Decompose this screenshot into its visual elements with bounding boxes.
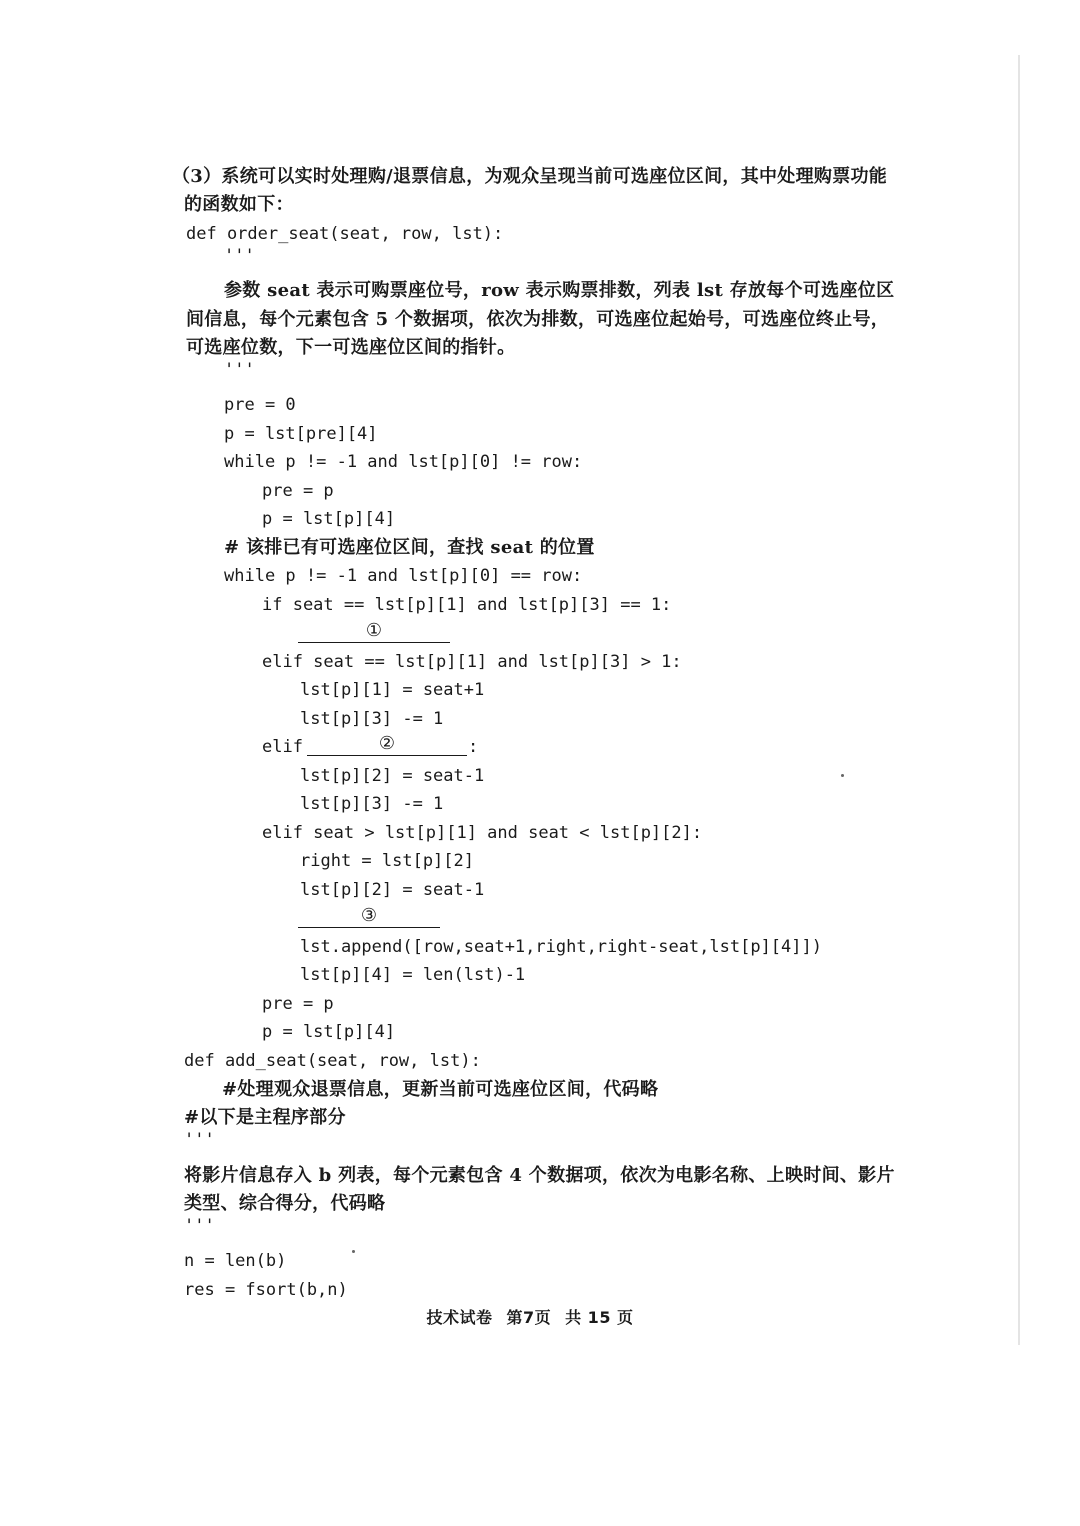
scan-speck xyxy=(352,1250,355,1253)
code-comment-find: # 该排已有可选座位区间，查找 seat 的位置 xyxy=(224,537,595,558)
page-edge xyxy=(1018,55,1020,1345)
code-doc-line3: 可选座位数，下一可选座位区间的指针。 xyxy=(186,337,516,358)
code-elif3-d: lst[p][4] = len(lst)-1 xyxy=(300,965,526,985)
answer-blank-1: ① xyxy=(298,620,450,643)
code-pre-init: pre = 0 xyxy=(224,395,296,415)
code-elif3-c: lst.append([row,seat+1,right,right-seat,lst[p][4]]) xyxy=(300,937,822,957)
code-elif2-keyword: elif xyxy=(262,737,303,757)
page-footer xyxy=(0,1305,1060,1328)
answer-blank-3: ③ xyxy=(298,905,440,928)
code-while1-pre: pre = p xyxy=(262,481,334,501)
code-while1: while p != -1 and lst[p][0] != row: xyxy=(224,452,583,472)
code-doc-line1: 参数 seat 表示可购票座位号，row 表示购票排数，列表 lst 存放每个可选座位区 xyxy=(224,280,895,301)
question-intro-line2: 的函数如下： xyxy=(184,194,294,215)
code-elif1: elif seat == lst[p][1] and lst[p][3] > 1: xyxy=(262,652,682,672)
code-loop-pre: pre = p xyxy=(262,994,334,1014)
question-intro-line1: （3）系统可以实时处理购/退票信息，为观众呈现当前可选座位区间，其中处理购票功能 xyxy=(172,166,888,187)
code-main-doc-open: ''' xyxy=(184,1130,215,1150)
code-n-assign: n = len(b) xyxy=(184,1251,287,1271)
code-while1-p: p = lst[p][4] xyxy=(262,509,396,529)
code-while2: while p != -1 and lst[p][0] == row: xyxy=(224,566,583,586)
footer-subject: 技术试卷 xyxy=(426,1308,493,1327)
code-elif1-b: lst[p][3] -= 1 xyxy=(300,709,444,729)
code-def-add-seat: def add_seat(seat, row, lst): xyxy=(184,1051,481,1071)
footer-total: 共 15 页 xyxy=(565,1308,634,1327)
code-main-comment: #以下是主程序部分 xyxy=(184,1107,346,1128)
code-docstring-close: ''' xyxy=(224,360,255,380)
code-res-assign: res = fsort(b,n) xyxy=(184,1280,348,1300)
code-main-doc-line2: 类型、综合得分，代码略 xyxy=(184,1193,386,1214)
footer-page: 第7页 xyxy=(506,1308,552,1327)
answer-blank-2: ② xyxy=(307,733,467,756)
code-main-doc-close: ''' xyxy=(184,1216,215,1236)
code-elif2-b: lst[p][3] -= 1 xyxy=(300,794,444,814)
code-elif2-colon: : xyxy=(468,737,479,757)
code-if-cond: if seat == lst[p][1] and lst[p][3] == 1: xyxy=(262,595,672,615)
code-def-order-seat: def order_seat(seat, row, lst): xyxy=(186,224,504,244)
scan-speck xyxy=(841,774,844,777)
code-main-doc-line1: 将影片信息存入 b 列表，每个元素包含 4 个数据项，依次为电影名称、上映时间、影片 xyxy=(184,1165,895,1186)
code-elif2-a: lst[p][2] = seat-1 xyxy=(300,766,485,786)
code-elif3-b: lst[p][2] = seat-1 xyxy=(300,880,485,900)
code-p-init: p = lst[pre][4] xyxy=(224,424,378,444)
code-docstring-open: ''' xyxy=(224,246,255,266)
code-elif3-a: right = lst[p][2] xyxy=(300,851,474,871)
code-doc-line2: 间信息，每个元素包含 5 个数据项，依次为排数，可选座位起始号，可选座位终止号， xyxy=(186,309,890,330)
code-elif1-a: lst[p][1] = seat+1 xyxy=(300,680,485,700)
code-add-seat-comment: #处理观众退票信息，更新当前可选座位区间，代码略 xyxy=(222,1079,659,1100)
code-elif3: elif seat > lst[p][1] and seat < lst[p][2]: xyxy=(262,823,703,843)
code-loop-p: p = lst[p][4] xyxy=(262,1022,396,1042)
